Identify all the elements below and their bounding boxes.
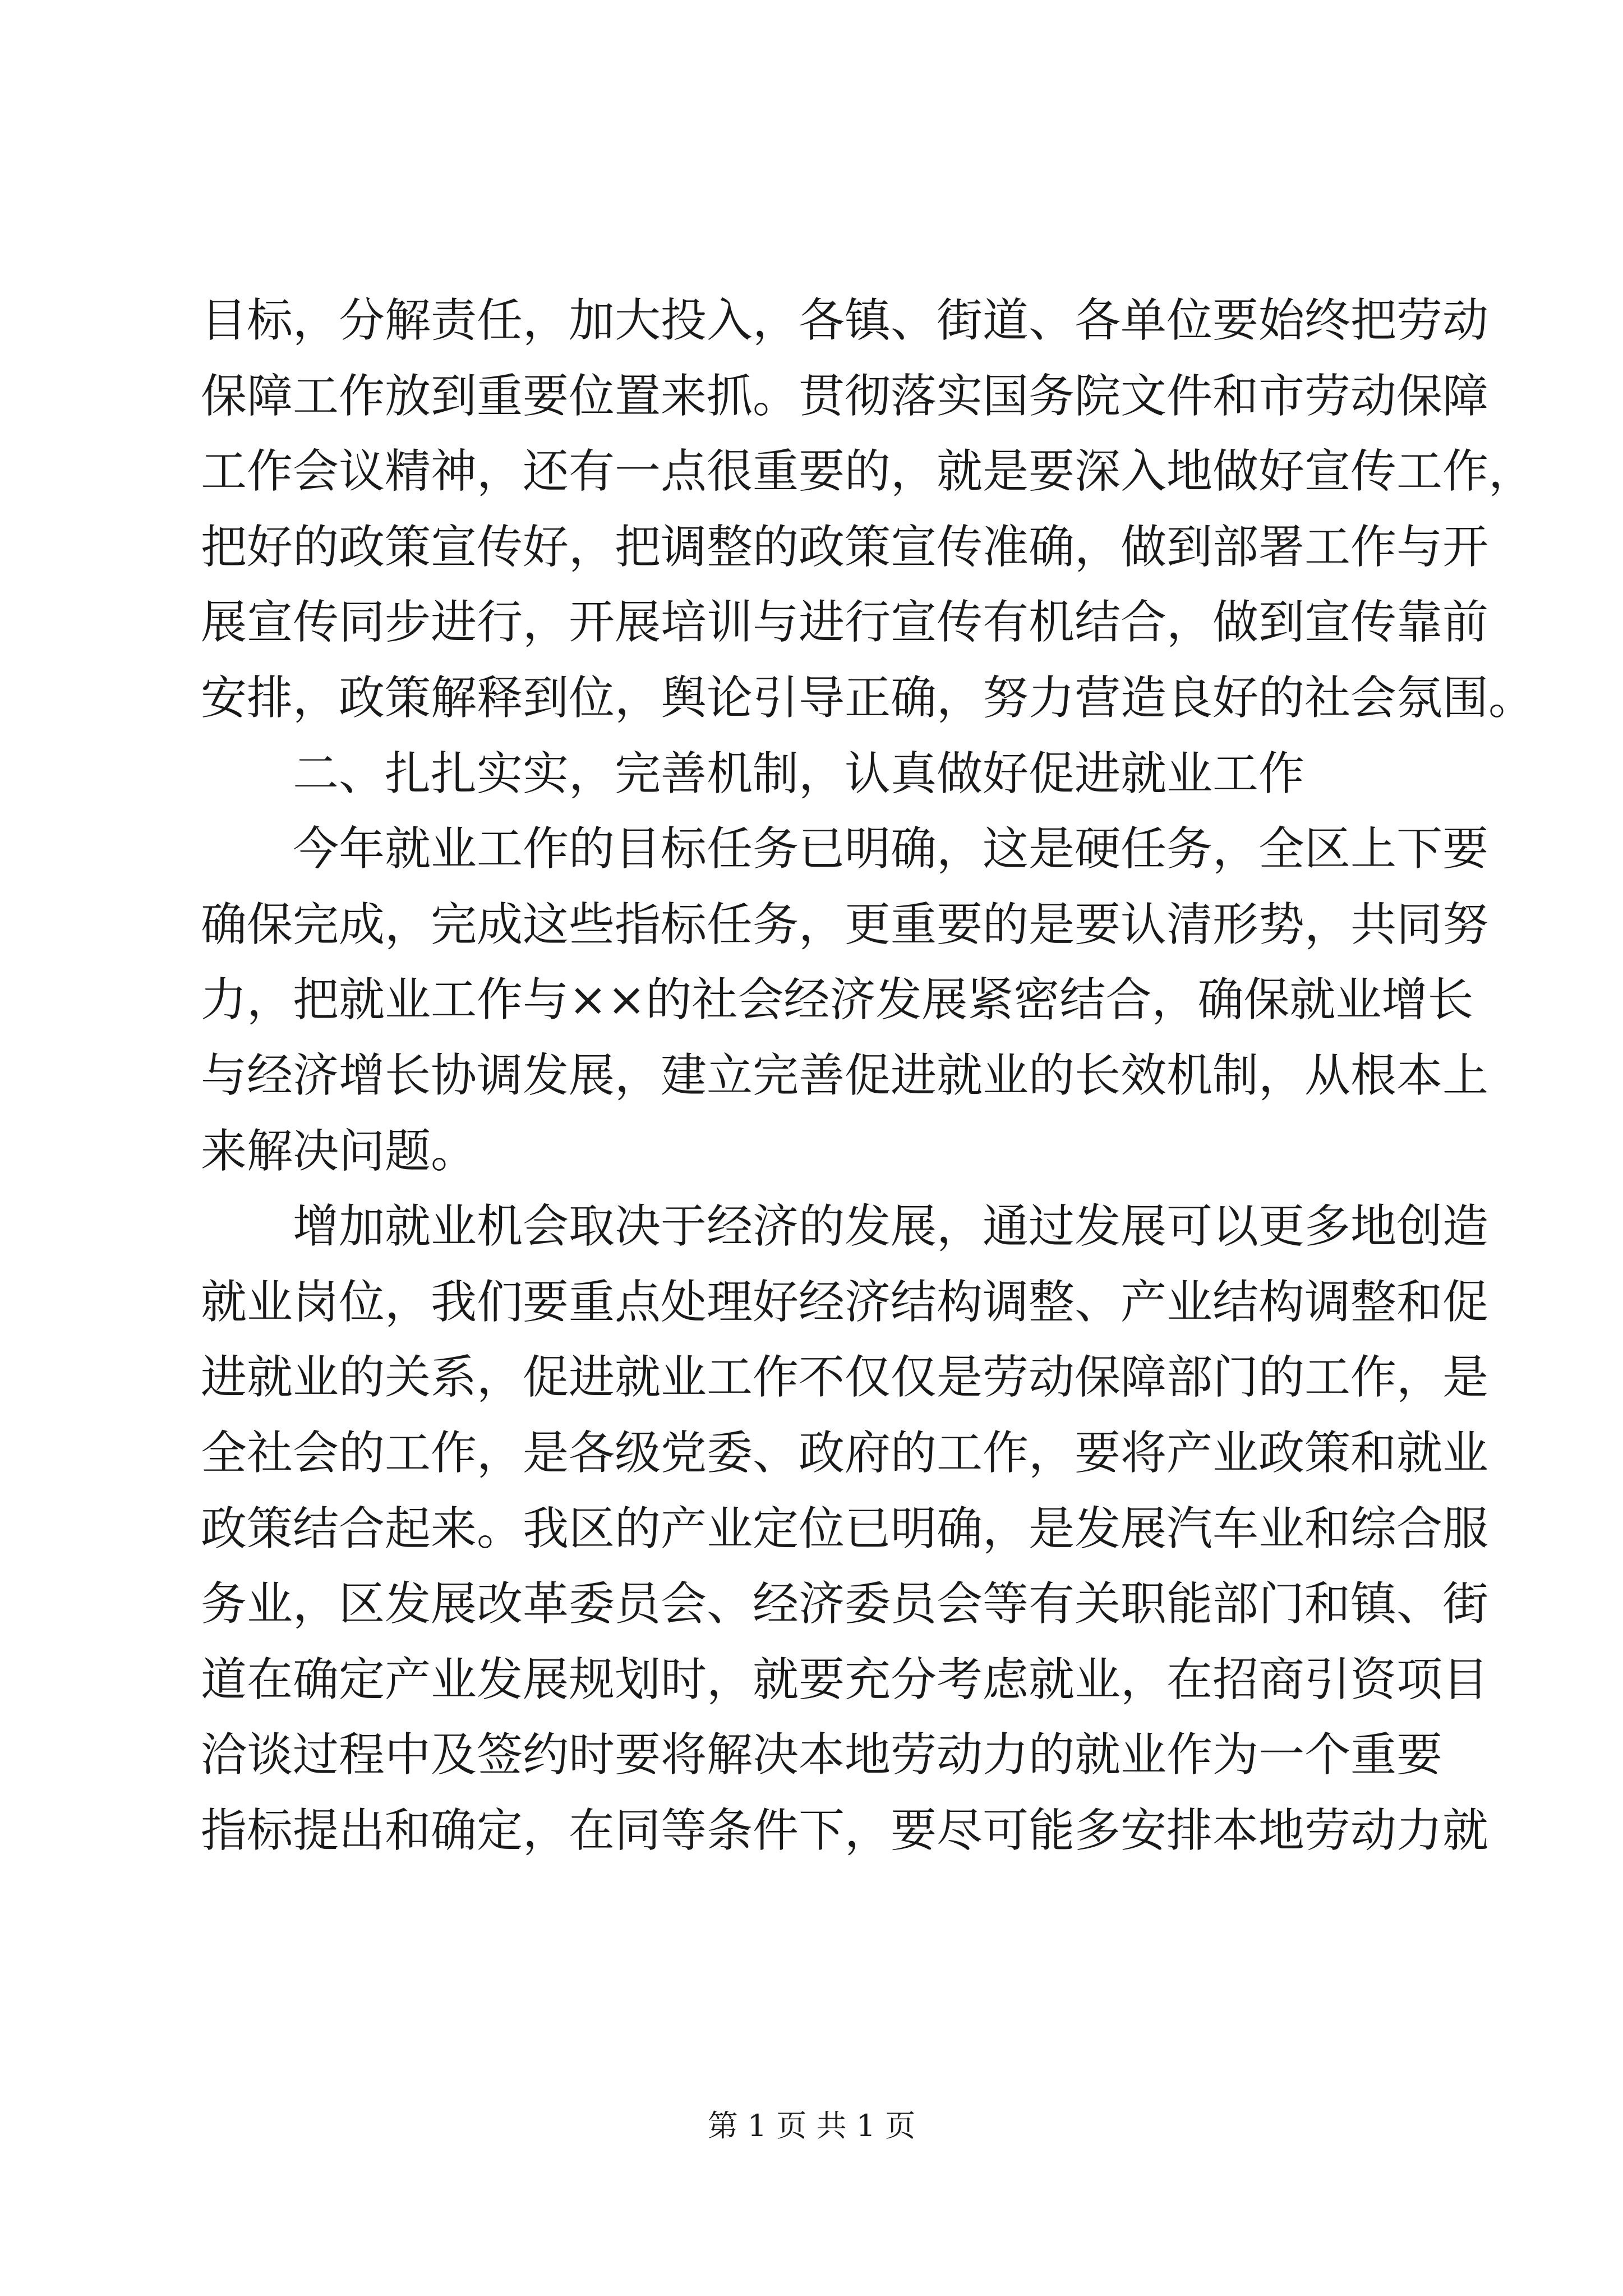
text-line: 保障工作放到重要位置来抓。贯彻落实国务院文件和市劳动保障 [201,369,1489,423]
text-line: 就业岗位，我们要重点处理好经济结构调整、产业结构调整和促 [201,1275,1489,1329]
text-line: 指标提出和确定，在同等条件下，要尽可能多安排本地劳动力就 [201,1803,1489,1857]
text-line: 进就业的关系，促进就业工作不仅仅是劳动保障部门的工作，是 [201,1351,1489,1405]
text-line: 把好的政策宣传好，把调整的政策宣传准确，做到部署工作与开 [201,520,1489,574]
section-heading: 二、扎扎实实，完善机制，认真做好促进就业工作 [293,747,1305,800]
text-line: 力，把就业工作与××的社会经济发展紧密结合，确保就业增长 [201,973,1474,1027]
text-line: 展宣传同步进行，开展培训与进行宣传有机结合，做到宣传靠前 [201,596,1489,650]
text-line: 今年就业工作的目标任务已明确，这是硬任务，全区上下要 [293,822,1489,876]
text-line: 来解决问题。 [201,1124,477,1178]
text-line: 增加就业机会取决于经济的发展，通过发展可以更多地创造 [293,1200,1489,1254]
text-line: 洽谈过程中及签约时要将解决本地劳动力的就业作为一个重要 [201,1728,1443,1782]
text-line: 工作会议精神，还有一点很重要的，就是要深入地做好宣传工作， [201,445,1535,499]
text-line: 全社会的工作，是各级党委、政府的工作，要将产业政策和就业 [201,1426,1489,1480]
text-line: 与经济增长协调发展，建立完善促进就业的长效机制，从根本上 [201,1048,1489,1102]
text-line: 道在确定产业发展规划时，就要充分考虑就业，在招商引资项目 [201,1653,1489,1706]
text-line: 目标，分解责任，加大投入，各镇、街道、各单位要始终把劳动 [201,294,1489,347]
text-line: 安排，政策解释到位，舆论引导正确，努力营造良好的社会氛围。 [201,671,1535,725]
document-body [201,283,1535,1869]
text-line: 务业，区发展改革委员会、经济委员会等有关职能部门和镇、街 [201,1577,1489,1631]
page-footer: 第 1 页 共 1 页 [707,2108,916,2143]
text-line: 政策结合起来。我区的产业定位已明确，是发展汽车业和综合服 [201,1502,1489,1556]
text-line: 确保完成，完成这些指标任务，更重要的是要认清形势，共同努 [201,898,1489,951]
